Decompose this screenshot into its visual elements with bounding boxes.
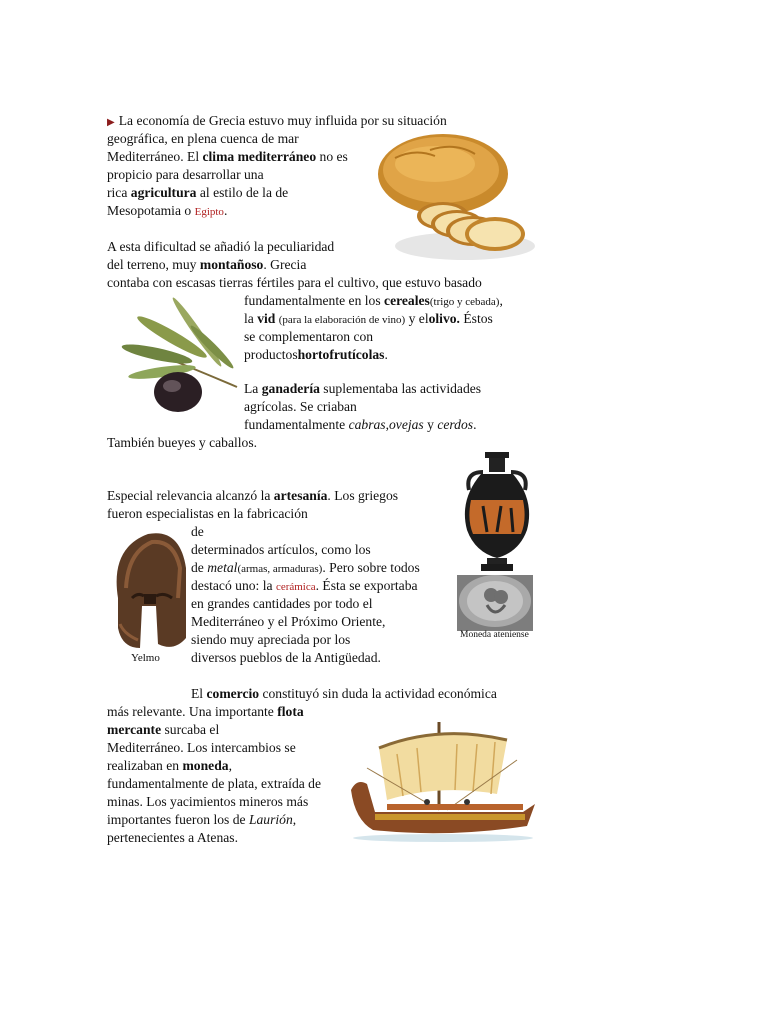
p2-line-6: se complementaron con <box>244 329 374 344</box>
p4-line-7: en grandes cantidades por todo el <box>191 596 373 611</box>
p2-line-1: A esta dificultad se añadió la peculiaridad <box>107 239 335 254</box>
p5-line-6: fundamentalmente de plata, extraída de <box>107 776 322 791</box>
p4-line-9: siendo muy apreciada por los <box>191 632 351 647</box>
p2-line-3: contaba con escasas tierras fértiles para el cultivo, que estuvo basado <box>107 275 482 290</box>
p4-line-4: determinados artículos, como los <box>191 542 371 557</box>
p3-line-1: La ganadería suplementaba las actividades <box>244 381 482 396</box>
p4-line-8: Mediterráneo y el Próximo Oriente, <box>191 614 386 629</box>
helmet-image <box>110 528 188 652</box>
p1-line-1: ▶ La economía de Grecia estuvo muy influida por su situación <box>107 113 447 128</box>
p5-line-9: pertenecientes a Atenas. <box>107 830 238 845</box>
p4-line-6: destacó uno: la cerámica. Ésta se exportaba <box>191 578 418 593</box>
p5-line-5: realizaban en moneda, <box>107 758 232 773</box>
bread-image <box>375 128 540 263</box>
p2-line-4: fundamentalmente en los cereales(trigo y cebada), <box>244 293 503 308</box>
triangle-bullet-icon: ▶ <box>107 117 115 128</box>
p4-line-5: de metal(armas, armaduras). Pero sobre todos <box>191 560 420 575</box>
ceramica-link[interactable]: cerámica <box>275 581 316 593</box>
p5-line-3: mercante surcaba el <box>107 722 220 737</box>
olive-branch-image <box>112 292 242 417</box>
p5-line-2: más relevante. Una importante flota <box>107 704 304 719</box>
p2-line-5: la vid (para la elaboración de vino) y elolivo. Éstos <box>244 311 493 326</box>
p3-line-3: fundamentalmente cabras,ovejas y cerdos. <box>244 417 477 432</box>
egipto-link[interactable]: Egipto <box>194 206 224 218</box>
p5-line-8: importantes fueron los de Laurión, <box>107 812 297 827</box>
p4-line-10: diversos pueblos de la Antigüedad. <box>191 650 381 665</box>
amphora-image <box>455 450 539 574</box>
p5-line-1: El comercio constituyó sin duda la actividad económica <box>191 686 497 701</box>
p1-line-4: propicio para desarrollar una <box>107 167 264 182</box>
p4-line-2: fueron especialistas en la fabricación <box>107 506 308 521</box>
coin-image <box>457 575 533 631</box>
p5-line-4: Mediterráneo. Los intercambios se <box>107 740 296 755</box>
helmet-caption: Yelmo <box>131 652 160 664</box>
p3-line-2: agrícolas. Se criaban <box>244 399 357 414</box>
p1-line-5: rica agricultura al estilo de la de <box>107 185 289 200</box>
coin-caption: Moneda ateniense <box>460 630 529 640</box>
p4-line-1: Especial relevancia alcanzó la artesanía. Los griegos <box>107 488 399 503</box>
p1-line-6: Mesopotamia o Egipto. <box>107 203 228 218</box>
p1-line-2: geográfica, en plena cuenca de mar <box>107 131 299 146</box>
p2-line-7: productoshortofrutícolas. <box>244 347 388 362</box>
p5-line-7: minas. Los yacimientos mineros más <box>107 794 309 809</box>
p4-line-3: de <box>191 524 204 539</box>
p1-line-3: Mediterráneo. El clima mediterráneo no es <box>107 149 348 164</box>
p2-line-2: del terreno, muy montañoso. Grecia <box>107 257 307 272</box>
ship-image <box>347 720 539 844</box>
p3-line-4: También bueyes y caballos. <box>107 435 258 450</box>
